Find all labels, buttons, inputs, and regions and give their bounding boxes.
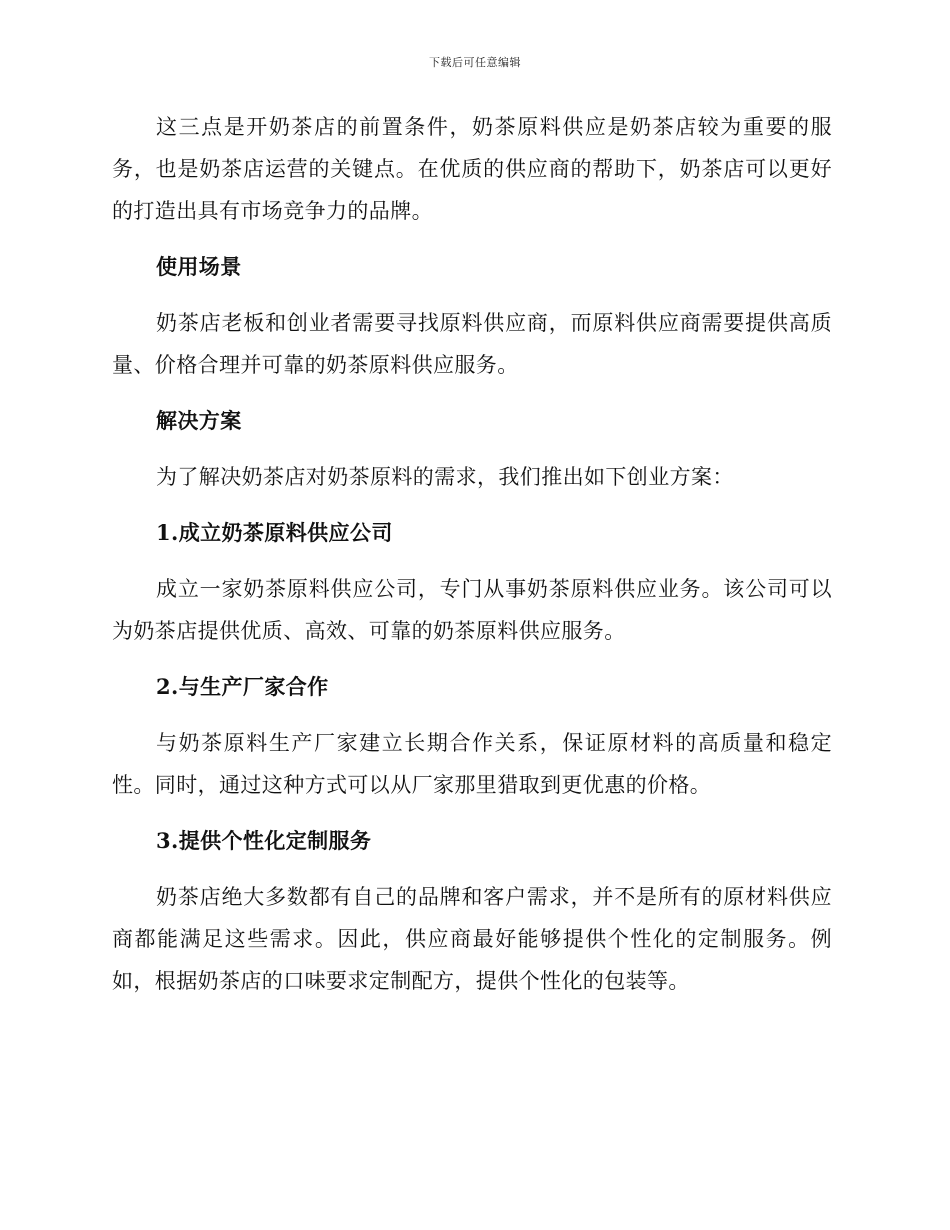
section2-heading: 2.与生产厂家合作: [156, 674, 329, 699]
scenario-paragraph: 奶茶店老板和创业者需要寻找原料供应商，而原料供应商需要提供高质量、价格合理并可靠的奶茶原料供应服务。: [112, 311, 832, 377]
solution-paragraph: 为了解决奶茶店对奶茶原料的需求，我们推出如下创业方案：: [156, 465, 734, 489]
section2-paragraph: 与奶茶原料生产厂家建立长期合作关系，保证原材料的高质量和稳定性。同时，通过这种方式可以从厂家那里猎取到更优惠的价格。: [112, 731, 832, 797]
intro-paragraph: 这三点是开奶茶店的前置条件，奶茶原料供应是奶茶店较为重要的服务，也是奶茶店运营的关键点。在优质的供应商的帮助下，奶茶店可以更好的打造出具有市场竞争力的品牌。: [112, 115, 832, 223]
page-header-note: 下载后可任意编辑: [429, 56, 521, 69]
section3-heading: 3.提供个性化定制服务: [156, 828, 372, 853]
solution-heading: 解决方案: [156, 408, 242, 433]
section1-heading: 1.成立奶茶原料供应公司: [156, 520, 393, 545]
document-body: [112, 106, 832, 1016]
scenario-heading: 使用场景: [156, 254, 242, 279]
section1-paragraph: 成立一家奶茶原料供应公司，专门从事奶茶原料供应业务。该公司可以为奶茶店提供优质、高效、可靠的奶茶原料供应服务。: [112, 577, 832, 643]
section3-paragraph: 奶茶店绝大多数都有自己的品牌和客户需求，并不是所有的原材料供应商都能满足这些需求。因此，供应商最好能够提供个性化的定制服务。例如，根据奶茶店的口味要求定制配方，提供个性化的包装等。: [112, 885, 832, 993]
